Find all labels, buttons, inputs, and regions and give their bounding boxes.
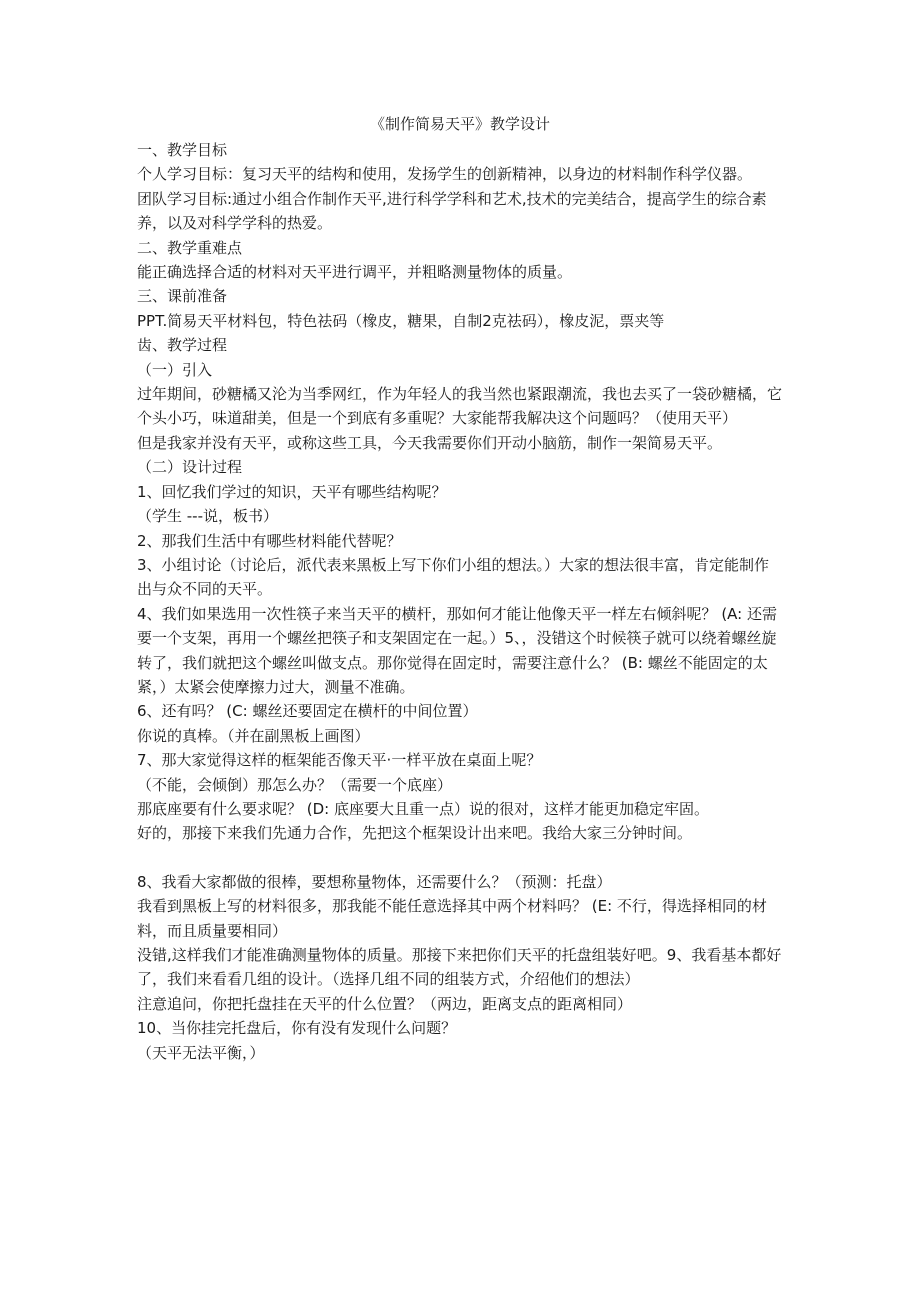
paragraph: （学生 ---说，板书）	[137, 507, 279, 526]
paragraph: 6、还有吗？ (C: 螺丝还要固定在横杆的中间位置）	[137, 702, 478, 721]
paragraph: 能正确选择合适的材料对天平进行调平，并粗略测量物体的质量。	[137, 263, 573, 282]
paragraph: （不能，会倾倒）那怎么办？（需要一个底座）	[137, 775, 453, 794]
section-heading: 三、课前准备	[137, 287, 228, 306]
subsection-heading: （一）引入	[137, 360, 213, 379]
paragraph: 7、那大家觉得这样的框架能否像天平·一样平放在桌面上呢？	[137, 751, 542, 770]
subsection-heading: （二）设计过程	[137, 458, 243, 477]
paragraph: 团队学习目标:通过小组合作制作天平,进行科学学科和艺术,技术的完美结合，提高学生的综合素养，以及对科学学科的热爱。	[137, 189, 767, 233]
paragraph: 2、那我们生活中有哪些材料能代替呢？	[137, 531, 402, 550]
document-title: 《制作简易天平》教学设计	[369, 115, 550, 133]
paragraph: 10、当你挂完托盘后，你有没有发现什么问题？	[137, 1019, 457, 1038]
section-heading: 一、教学目标	[137, 141, 228, 159]
paragraph: 好的，那接下来我们先通力合作，先把这个框架设计出来吧。我给大家三分钟时间。	[137, 824, 693, 843]
paragraph: 8、我看大家都做的很棒，要想称量物体，还需要什么？（预测：托盘）	[137, 872, 612, 891]
paragraph: 那底座要有什么要求呢？ (D: 底座要大且重一点）说的很对，这样才能更加稳定牢固。	[137, 799, 709, 818]
paragraph: 个人学习目标：复习天平的结构和使用，发扬学生的创新精神，以身边的材料制作科学仪器。	[137, 165, 753, 184]
paragraph: 你说的真棒。（并在副黑板上画图）	[137, 726, 370, 745]
section-heading: 齿、教学过程	[137, 336, 228, 355]
paragraph: （天平无法平衡，）	[137, 1043, 265, 1062]
paragraph: 但是我家并没有天平，或称这些工具，今天我需要你们开动小脑筋，制作一架简易天平。	[137, 433, 723, 452]
paragraph: 3、小组讨论（讨论后，派代表来黑板上写下你们小组的想法。）大家的想法很丰富，肯定能制作出与众不同的天平。	[137, 555, 770, 599]
paragraph: 过年期间，砂糖橘又沦为当季网红，作为年轻人的我当然也紧跟潮流，我也去买了一袋砂糖橘，它个头小巧，味道甜美，但是一个到底有多重呢？大家能帮我解决这个问题吗？（使用天平）	[137, 385, 783, 428]
document-page	[137, 112, 783, 1065]
paragraph: 1、回忆我们学过的知识，天平有哪些结构呢？	[137, 482, 447, 501]
section-heading: 二、教学重难点	[137, 238, 243, 257]
blank-line	[137, 846, 783, 870]
paragraph: 注意追问，你把托盘挂在天平的什么位置？（两边，距离支点的距离相同）	[137, 994, 633, 1013]
paragraph: PPT.简易天平材料包，特色祛码（橡皮，糖果，自制2克祛码），橡皮泥，票夹等	[137, 311, 665, 330]
paragraph: 我看到黑板上写的材料很多，那我能不能任意选择其中两个材料吗？ (E: 不行，得选择相同的材料，而且质量要相同）	[137, 897, 767, 940]
paragraph: 4、我们如果选用一次性筷子来当天平的横杆，那如何才能让他像天平一样左右倾斜呢？ (A: 还需要一个支架，再用一个螺丝把筷子和支架固定在一起。）5、，没错这个时候筷子就可以绕着螺丝旋转了，我们就把这个螺丝叫做支点。那你觉得在固定时，需要注意什么？ (B: 螺丝不能固定的太紧，）太紧会使摩擦力过大，测量不准确。	[137, 604, 777, 696]
paragraph: 没错,这样我们才能准确测量物体的质量。那接下来把你们天平的托盘组装好吧。9、我看基本都好了，我们来看看几组的设计。（选择几组不同的组装方式，介绍他们的想法）	[137, 946, 782, 989]
